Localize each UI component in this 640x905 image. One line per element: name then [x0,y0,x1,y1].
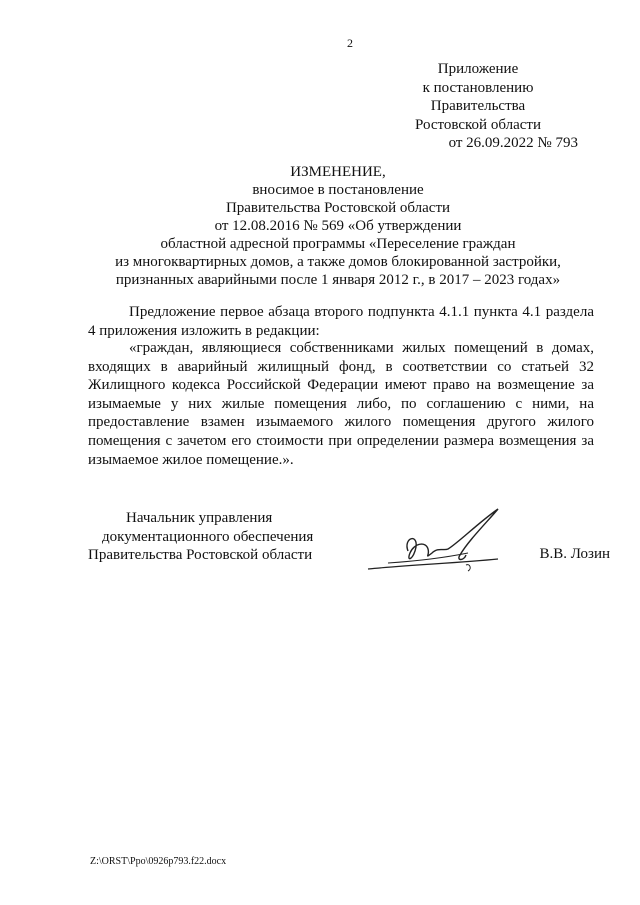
appendix-line: к постановлению [422,79,534,96]
title-line: областной адресной программы «Переселение граждан [160,236,516,252]
signatory-name: В.В. Лозин [539,546,610,562]
title-line: от 12.08.2016 № 569 «Об утверждении [214,218,462,234]
appendix-line: Ростовской области [415,116,541,133]
title-line: Правительства Ростовской области [225,200,451,216]
appendix-header [378,60,578,153]
body-paragraph-1 [88,303,594,340]
body-paragraph-2 [88,339,594,469]
title-line: признанных аварийными после 1 января 2012 г., в 2017 – 2023 годах» [115,272,561,288]
appendix-date-line: от 26.09.2022 № 793 [448,135,578,151]
signatory-position [88,509,348,565]
title-line: из многоквартирных домов, а также домов блокированной застройки, [115,254,561,270]
position-line: Начальник управления [126,510,273,526]
handwritten-signature [348,503,508,583]
title-heading: ИЗМЕНЕНИЕ, [290,164,386,180]
position-line: Правительства Ростовской области [88,547,313,564]
appendix-line: Приложение [437,61,519,77]
paragraph-text: Предложение первое абзаца второго подпункта 4.1.1 пункта 4.1 раздела 4 приложения изложить в редакции: [88,304,594,339]
document-title [88,163,588,289]
page-number: 2 [347,36,353,50]
position-line: документационного обеспечения [102,528,314,545]
file-path-footer: Z:\ORST\Ppo\0926p793.f22.docx [90,856,227,867]
paragraph-text: «граждан, являющиеся собственниками жилых помещений в домах, входящих в аварийный жилищный фонд, в соответствии со статьей 32 Жилищного кодекса Российской Федерации имеют право на возмещение за изымаемые у них жилые помещения либо, по соглашению с ними, на предоставление взамен изымаемого жилого помещения другого жилого помещения с зачетом его стоимости при определении размера возмещения за изымаемое жилое помещение.». [88,340,594,468]
appendix-line: Правительства [430,98,526,114]
title-line: вносимое в постановление [252,182,424,198]
